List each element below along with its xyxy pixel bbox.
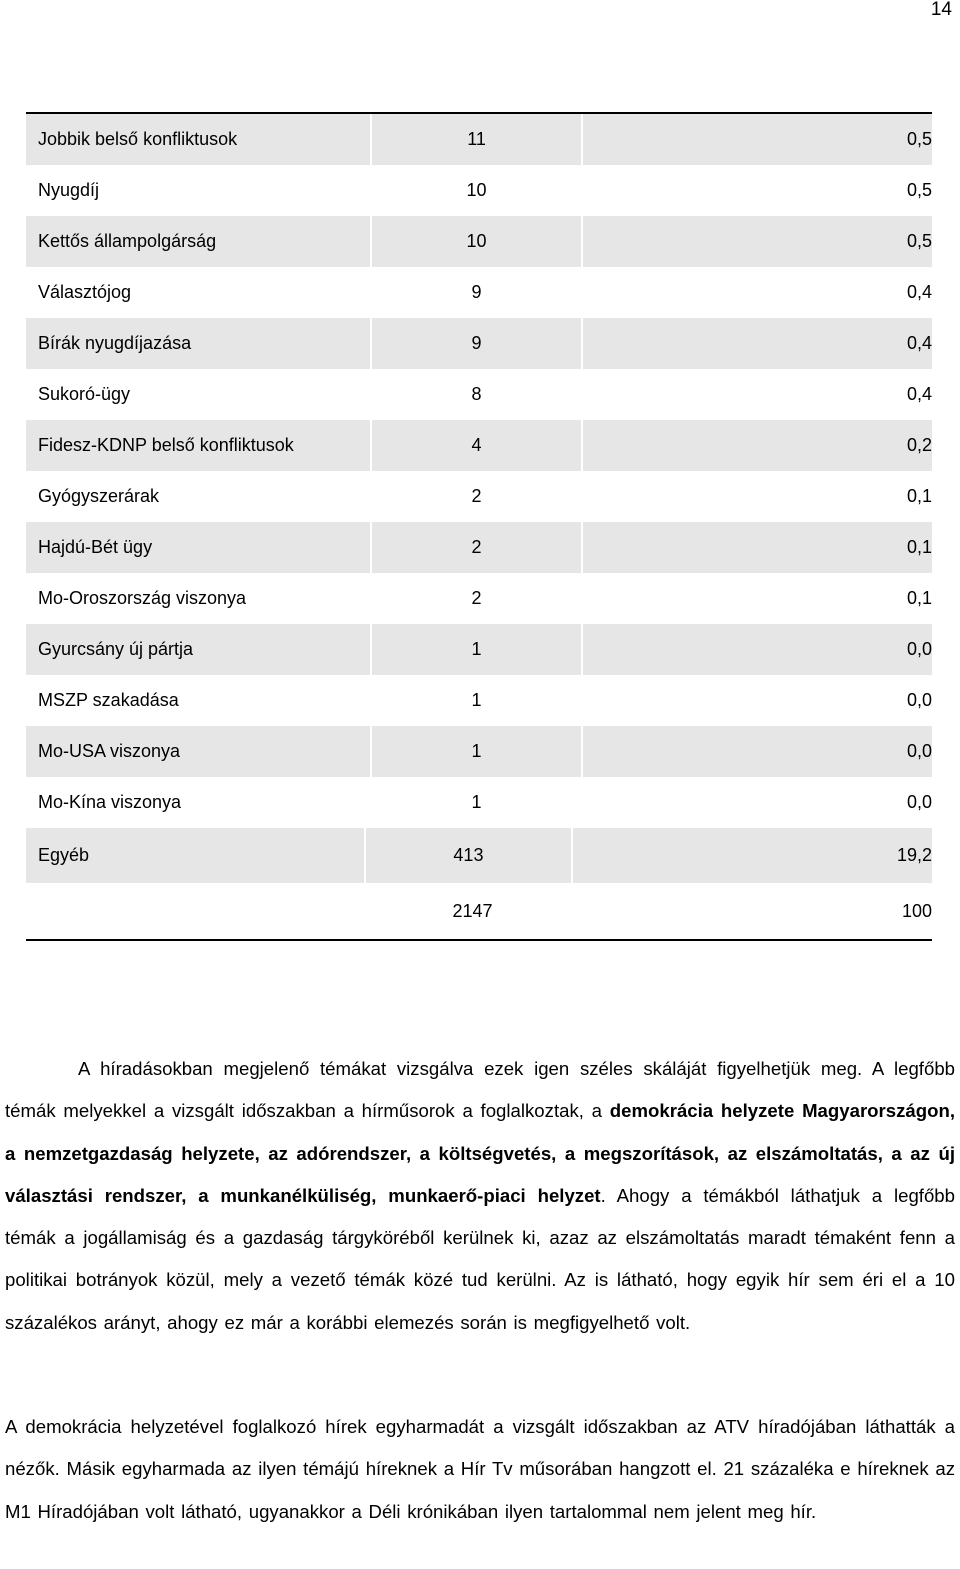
table-row <box>26 522 932 573</box>
topic-count: 8 <box>471 384 482 404</box>
table-row <box>26 675 932 726</box>
topic-count: 10 <box>466 180 487 200</box>
topic-count: 11 <box>372 114 581 165</box>
topic-percent: 0,0 <box>906 690 932 710</box>
topic-label: Mo-USA viszonya <box>26 726 370 777</box>
topic-label: Egyéb <box>26 828 364 883</box>
body-paragraph: A demokrácia helyzetével foglalkozó hírek egyharmadát a vizsgált időszakban az ATV híradójában láthatták a nézők. Másik egyharmada az ilyen témájú híreknek a Hír Tv műsorában hangzott el. 21 százaléka e híreknek az M1 Híradójában volt látható, ugyanakkor a Déli krónikában ilyen tartalommal nem jelent meg hír. <box>5 1416 955 1522</box>
topic-percent: 0,1 <box>906 486 932 506</box>
topic-label: Kettős állampolgárság <box>26 216 370 267</box>
topic-count: 413 <box>366 828 571 883</box>
total-label <box>26 883 367 939</box>
topic-label: Mo-Kína viszonya <box>38 792 182 812</box>
topic-label: Bírák nyugdíjazása <box>26 318 370 369</box>
table-row <box>26 828 932 883</box>
topic-percent: 0,1 <box>906 588 932 608</box>
total-count: 2147 <box>452 900 493 921</box>
topic-label: MSZP szakadása <box>38 690 179 710</box>
topic-percent: 0,0 <box>906 792 932 812</box>
topic-label: Fidesz-KDNP belső konfliktusok <box>26 420 370 471</box>
total-percent: 100 <box>901 900 932 921</box>
topic-label: Hajdú-Bét ügy <box>26 522 370 573</box>
topic-percent: 0,2 <box>583 420 932 471</box>
table-row <box>26 318 932 369</box>
topic-percent: 0,5 <box>906 180 932 200</box>
topic-count: 9 <box>471 282 482 302</box>
table-row <box>26 777 932 828</box>
topic-label: Gyurcsány új pártja <box>26 624 370 675</box>
body-paragraph <box>5 1048 955 1344</box>
topic-label: Sukoró-ügy <box>38 384 131 404</box>
topic-label: Mo-Oroszország viszonya <box>38 588 247 608</box>
table-row <box>26 624 932 675</box>
topic-label: Nyugdíj <box>38 180 100 200</box>
topic-table <box>26 112 932 941</box>
table-row <box>26 165 932 216</box>
topic-percent: 0,0 <box>583 726 932 777</box>
topic-count: 9 <box>372 318 581 369</box>
table-row <box>26 573 932 624</box>
table-row <box>26 267 932 318</box>
topic-count: 2 <box>372 522 581 573</box>
topic-count: 10 <box>372 216 581 267</box>
topic-count: 1 <box>372 624 581 675</box>
topic-count: 1 <box>471 690 482 710</box>
topic-percent: 0,4 <box>906 384 932 404</box>
paragraph-text: A híradásokban megjelenő témákat vizsgálva ezek igen széles skáláját figyelhetjük meg. A legfőbb témák melyekkel a vizsgált időszakban a hírműsorok a foglalkoztak, a <box>5 1058 955 1122</box>
table-row <box>26 114 932 165</box>
topic-percent: 0,1 <box>583 522 932 573</box>
topic-count: 4 <box>372 420 581 471</box>
topic-percent: 0,4 <box>906 282 932 302</box>
topic-label: Gyógyszerárak <box>38 486 160 506</box>
topic-count: 2 <box>471 588 482 608</box>
table-row <box>26 471 932 522</box>
topic-label: Jobbik belső konfliktusok <box>26 114 370 165</box>
table-row <box>26 369 932 420</box>
topic-percent: 19,2 <box>573 828 932 883</box>
total-row <box>26 883 932 939</box>
topic-count: 1 <box>471 792 482 812</box>
paragraph-bold-text: demokrácia helyzete Magyarországon, a nemzetgazdaság helyzete, az adórendszer, a költségvetés, a megszorítások, az elszámoltatás, a az új választási rendszer, a munkanélküliség, munkaerő-piaci helyzet <box>5 1100 955 1206</box>
page-number: 14 <box>930 0 952 20</box>
topic-percent: 0,5 <box>583 114 932 165</box>
topic-count: 2 <box>471 486 482 506</box>
table-row <box>26 216 932 267</box>
topic-percent: 0,0 <box>583 624 932 675</box>
table-row <box>26 420 932 471</box>
topic-percent: 0,5 <box>583 216 932 267</box>
paragraph-text: . Ahogy a témákból láthatjuk a legfőbb témák a jogállamiság és a gazdaság tárgyköréből kerülnek ki, azaz az elszámoltatás maradt témaként fenn a politikai botrányok közül, mely a vezető témák közé tud kerülni. Az is látható, hogy egyik hír sem éri el a 10 százalékos arányt, ahogy ez már a korábbi elemezés során is megfigyelhető volt. <box>5 1184 955 1333</box>
topic-label: Választójog <box>38 282 132 302</box>
topic-count: 1 <box>372 726 581 777</box>
table-row <box>26 726 932 777</box>
topic-percent: 0,4 <box>583 318 932 369</box>
